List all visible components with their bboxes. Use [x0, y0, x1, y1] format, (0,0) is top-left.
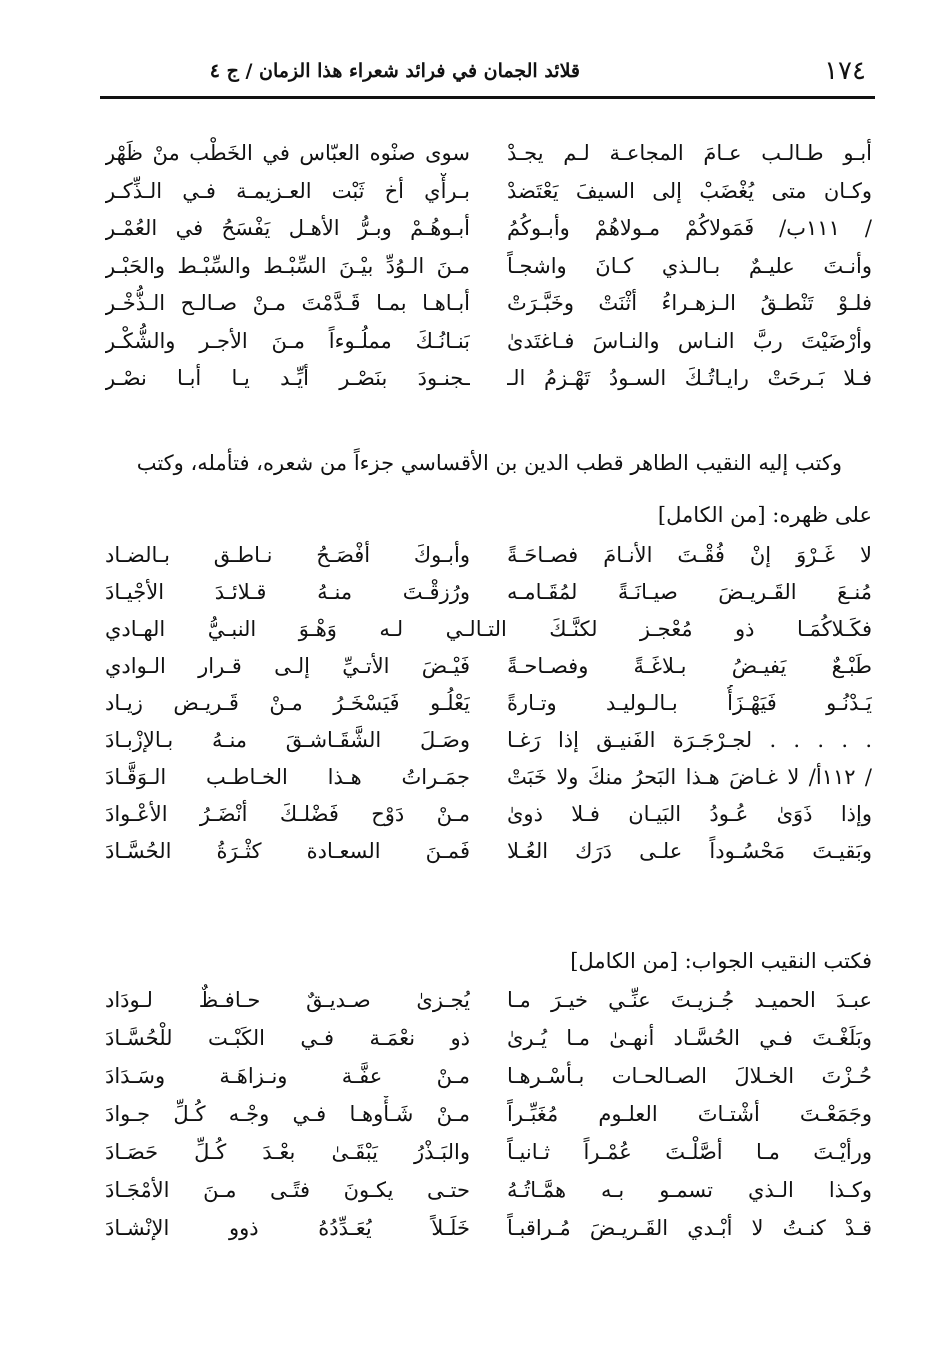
second-hemistich: وأبـوكَ أفْصَـحُ نـاطـق بـالضـاد [105, 543, 470, 567]
verse-line [105, 1210, 872, 1246]
first-hemistich: وبَلَغْـتَ فـي الحُسَّـاد أنهـىٰ مـا يُـرىٰ [507, 1026, 872, 1050]
verse-line [105, 796, 872, 832]
second-hemistich: بـرأْي أخ ثَبْت العـزيمـة فـي الـذِّكـر [105, 178, 470, 203]
first-hemistich: وجَمَعْـتَ أشْتـاتَ العلـوم مُغَبِّـراً [507, 1102, 872, 1126]
verse-line [105, 833, 872, 869]
second-hemistich: مـنْ دَوْح فَضْلـكَ أنْضَـرُ الأعْـوادَ [105, 802, 470, 826]
page-number: ١٧٤ [824, 56, 866, 86]
first-hemistich: فـلا بَـرحَتْ رايـاتُـكَ السـودُ تَهْـزمُ الـ [507, 366, 872, 390]
first-hemistich: ورأيْـتَ مـا أصَّلْـتَ عُمْـراً ثـانيـاً [507, 1140, 872, 1164]
prose-line: فكتب النقيب الجواب: [من الكامل] [570, 949, 872, 973]
second-hemistich: بَنـانُـكَ مملُـوءاً مـنَ الأجـر والشُّكْـر [105, 328, 470, 353]
second-hemistich: مـنَ الـوُدِّ بيْـنَ السِّبْـط والسِّبْـط والحَبْـر [105, 253, 470, 278]
second-hemistich: خَلَـلاً يُعَـدِّدُهُ ذوو الإنْشـادَ [105, 1216, 470, 1240]
first-hemistich: وأرْضَيْتَ ربَّ النـاس والنـاسَ فـاغتَدىٰ [507, 328, 872, 353]
prose-line: وكتب إليه النقيب الطاهر قطب الدين بن الأقساسي جزءاً من شعره، فتأمله، وكتب [136, 451, 842, 475]
second-hemistich: ذو نعْمَـة فـي الكَبْـت للْحُسَّـادَ [105, 1026, 470, 1050]
first-hemistich: وأنـتَ عليـمٌ بـالـذي كـانَ واشجـاً [507, 253, 872, 278]
verse-line [105, 248, 872, 284]
verse-line [105, 611, 872, 647]
second-hemistich: يُجـزىٰ صـديـقٌ حـافـظٌ لـودَاد [105, 988, 470, 1012]
second-hemistich: حتـى يكـونَ فتًـى مـنَ الأمْجَـادَ [105, 1178, 470, 1202]
verse-line [105, 210, 872, 246]
second-hemistich: جمَـراتُ هـذا الخـاطـب الـوَقَّـادَ [105, 765, 470, 789]
second-hemistich: ورُزقْـتَ منـهُ قـلائـدَ الأجْيـادَ [105, 580, 470, 604]
first-hemistich: فلـوْ تَنْطـقُ الـزهـراءُ أثْنَتْ وخَبَّـرَتْ [507, 291, 872, 315]
verse-line [105, 173, 872, 209]
second-hemistich: فَمـنَ السعـادة كثْـرَةُ الحُسَّـادَ [105, 839, 470, 863]
verse-line [105, 323, 872, 359]
first-hemistich: حُـزْتَ الخـلالَ الصـالحـات بـأسْـرهـا [507, 1064, 872, 1088]
first-hemistich: وكـذا الـذي تسمـو بـه همَّـاتُـهُ [507, 1178, 872, 1202]
verse-line [105, 722, 872, 758]
verse-line [105, 759, 872, 795]
second-hemistich: مـنْ شَـأْوهـا فـي وجْـه كُـلِّ جـوادَ [105, 1102, 470, 1126]
verse-line [105, 537, 872, 573]
verse-line [105, 1134, 872, 1170]
second-hemistich: سوى صنْوه العبّاس في الخَطْب منْ ظَهْر [105, 141, 470, 165]
first-hemistich: لا غَـرْوَ إنْ فُقْـتَ الأنـامَ فصـاحَـةً [507, 543, 872, 567]
verse-line [105, 285, 872, 321]
first-hemistich: أبـو طـالـب عـامَ المجاعـة لـم يجـدْ [507, 141, 872, 165]
verse-line [105, 135, 872, 171]
first-hemistich: . . . . . لجـرْجَـرَة الفَنيـق إذا رَغـا [507, 728, 872, 752]
first-hemistich: قـدْ كنـتُ لا أبْـدي القَـريـضَ مُـراقبـاً [507, 1216, 872, 1240]
first-hemistich: مُنـعَ القَـريـضَ صيـانَـةً لمُقَـامـه [507, 580, 872, 604]
first-hemistich: وبَقيـتَ مَحْسُـوداً علـى دَرَك العُـلا [507, 839, 872, 863]
verse-line [105, 685, 872, 721]
first-hemistich: / ١١٢أ/ لا غـاضَ هـذا البَحرُ منكَ ولا خَبَتْ [507, 765, 872, 789]
first-hemistich: / ١١١ب/ فَمَولاكُمْ مـولاهُمْ وأبـوكُمُ [507, 216, 872, 240]
verse-line [105, 574, 872, 610]
first-hemistich: طَبْـعٌ يَفيـضُ بـلاغَـةً وفصـاحـةً [507, 654, 872, 678]
first-hemistich: وإذا ذَوَىٰ عُـودُ البَيـان فـلا ذوىٰ [507, 802, 872, 826]
verse-line [105, 648, 872, 684]
second-hemistich: يَعْلُـو فَيَسْخَـرُ مـنْ قَـريـض زيـاد [105, 691, 470, 715]
verse-line [105, 1020, 872, 1056]
first-hemistich: عبـدَ الحميـد جُـزيـتَ عنِّـي خيـرَ مـا [507, 988, 872, 1012]
second-hemistich: وصَـلَ الشَّقَـاشـقَ منـهُ بـالإزْبـادَ [105, 728, 470, 752]
second-hemistich: فَيْـضَ الأتـيِّ إلـى قـرار الـوادي [105, 654, 470, 678]
running-title: قلائد الجمان في فرائد شعراء هذا الزمان / ج ٤ [209, 60, 580, 82]
verse-line [105, 360, 872, 396]
verse-line [105, 982, 872, 1018]
second-hemistich: ـجنـودَ بنَصْـر أيِّـد يـا أبـا نصْـر [105, 366, 470, 390]
first-hemistich: يَـدْنُـو فَيَهْـزَأُ بـالـوليـد وتـارةً [507, 691, 872, 715]
verse-line [105, 1058, 872, 1094]
verse-line [105, 1172, 872, 1208]
verse-full-line: فكَـلاكُمَـا ذو مُعْجـز لكنَّـكَ التـالـي لـه وَهْـوَ النبـيُّ الهـادي [105, 617, 872, 641]
first-hemistich: وكـان متى يُغْضَبْ إلى السيفَ يَعْتَضدْ [507, 178, 872, 203]
second-hemistich: مـنْ عفَّـة ونـزاهَـة وسَـدَادَ [105, 1064, 470, 1088]
second-hemistich: والبَـذْرُ يَبْقَـىٰ بعْـدَ كُـلِّ حَصَـادَ [105, 1140, 470, 1164]
second-hemistich: أبـوهُـمْ وبـرُّ الأهـل يَفْسَحُ في العُمْـر [105, 216, 470, 240]
prose-line: على ظهره: [من الكامل] [657, 503, 872, 527]
verse-line [105, 1096, 872, 1132]
second-hemistich: أبـاهـا بمـا قَـدَّمْتَ مـنْ صـالـح الـذُّخْـر [105, 291, 470, 315]
header-rule [100, 96, 875, 99]
